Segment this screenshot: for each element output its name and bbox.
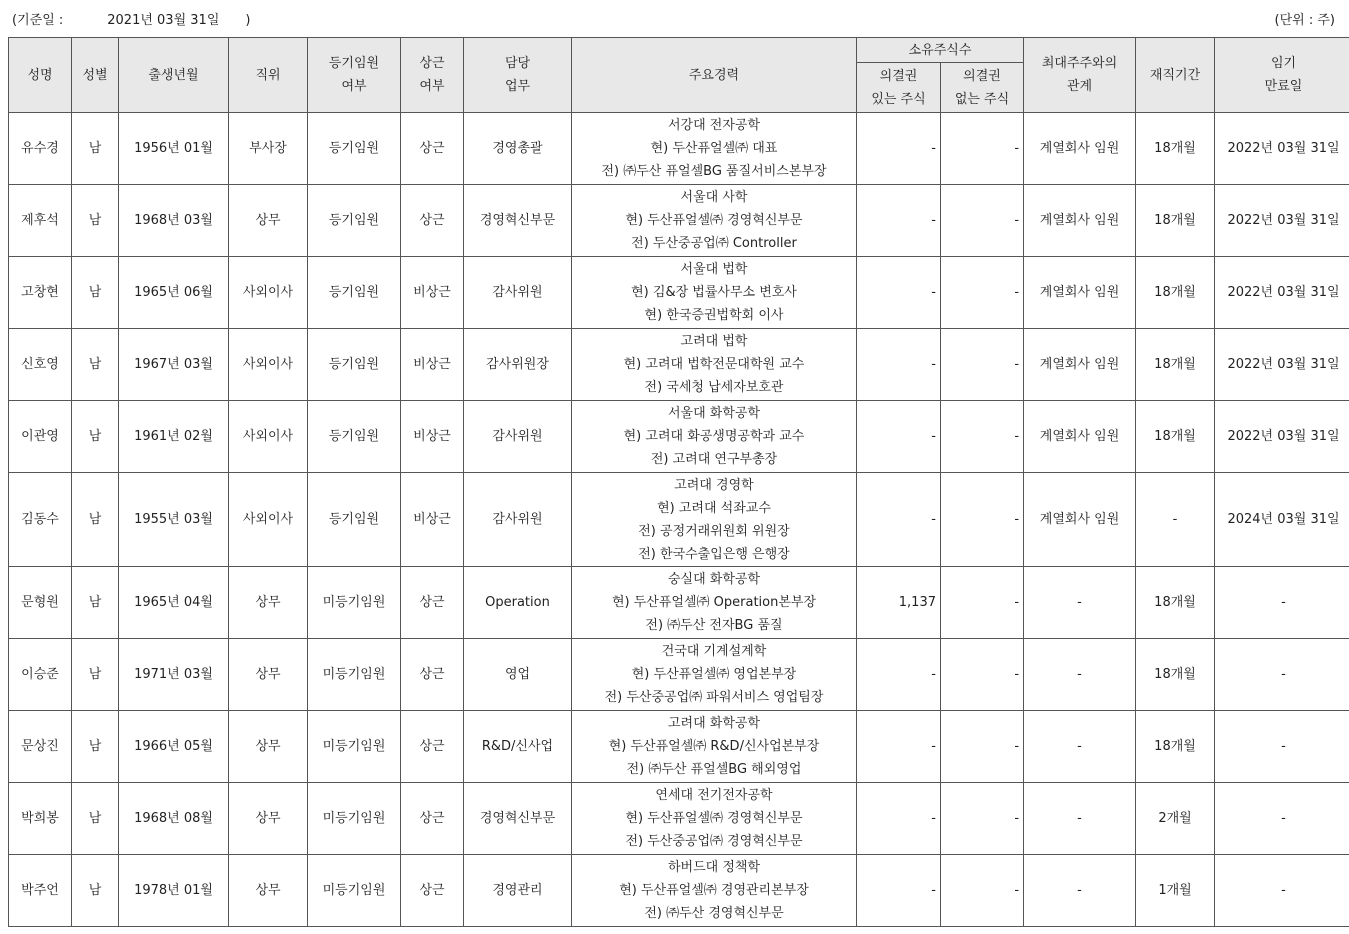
col-header-nonvoting-line2: 없는 주식 xyxy=(954,91,1010,107)
career-line: 현) 고려대 석좌교수 xyxy=(657,500,771,516)
cell-relation: - xyxy=(1024,639,1136,711)
cell-gender: 남 xyxy=(72,567,119,639)
cell-relation: 계열회사 임원 xyxy=(1024,401,1136,473)
table-row xyxy=(9,185,1349,257)
cell-registered: 등기임원 xyxy=(308,113,401,185)
reference-date-value: 2021년 03월 31일 xyxy=(107,13,220,28)
cell-tenure: 18개월 xyxy=(1136,185,1215,257)
cell-term-expiry: 2022년 03월 31일 xyxy=(1215,185,1349,257)
cell-voting-shares: - xyxy=(857,855,941,927)
career-line: 고려대 법학 xyxy=(680,334,748,349)
cell-registered: 등기임원 xyxy=(308,329,401,401)
cell-term-expiry: - xyxy=(1215,639,1349,711)
cell-duty: 경영혁신부문 xyxy=(464,783,572,855)
col-header-voting-line1: 의결권 xyxy=(879,68,918,84)
executives-table xyxy=(8,37,1349,927)
cell-career xyxy=(572,329,857,401)
cell-voting-shares: 1,137 xyxy=(857,567,941,639)
cell-voting-shares: - xyxy=(857,711,941,783)
cell-duty: 경영관리 xyxy=(464,855,572,927)
cell-name: 박희봉 xyxy=(9,783,72,855)
cell-nonvoting-shares: - xyxy=(941,401,1024,473)
col-header-nonvoting-line1: 의결권 xyxy=(963,68,1001,84)
cell-birth: 1968년 08월 xyxy=(119,783,229,855)
career-line: 전) ㈜두산 전자BG 품질 xyxy=(645,618,783,633)
cell-nonvoting-shares: - xyxy=(941,567,1024,639)
cell-duty: R&D/신사업 xyxy=(464,711,572,783)
cell-voting-shares: - xyxy=(857,639,941,711)
col-header-position: 직위 xyxy=(229,38,308,113)
career-line: 서울대 화학공학 xyxy=(667,406,761,421)
cell-birth: 1965년 06월 xyxy=(119,257,229,329)
cell-relation: - xyxy=(1024,567,1136,639)
cell-tenure: 18개월 xyxy=(1136,567,1215,639)
career-line: 전) ㈜두산 퓨얼셀BG 해외영업 xyxy=(626,762,802,777)
col-header-shares: 소유주식수 xyxy=(857,38,1024,63)
cell-position: 상무 xyxy=(229,567,308,639)
col-header-nonvoting xyxy=(941,63,1024,113)
cell-nonvoting-shares: - xyxy=(941,113,1024,185)
cell-voting-shares: - xyxy=(857,783,941,855)
career-line: 현) 두산퓨얼셀㈜ Operation본부장 xyxy=(611,595,817,610)
col-header-voting-line2: 있는 주식 xyxy=(871,91,926,107)
col-header-tenure: 재직기간 xyxy=(1136,38,1215,113)
cell-name: 신호영 xyxy=(9,329,72,401)
report-header xyxy=(0,0,1349,36)
career-line: 전) 두산중공업㈜ 파워서비스 영업팀장 xyxy=(604,690,824,705)
cell-registered: 미등기임원 xyxy=(308,567,401,639)
table-row xyxy=(9,329,1349,401)
career-line: 연세대 전기전자공학 xyxy=(655,788,773,803)
cell-fulltime: 비상근 xyxy=(401,257,464,329)
cell-voting-shares: - xyxy=(857,185,941,257)
cell-nonvoting-shares: - xyxy=(941,257,1024,329)
cell-position: 사외이사 xyxy=(229,473,308,567)
career-line: 현) 한국증권법학회 이사 xyxy=(644,308,784,323)
col-header-career: 주요경력 xyxy=(572,38,857,113)
cell-fulltime: 상근 xyxy=(401,113,464,185)
cell-name: 문상진 xyxy=(9,711,72,783)
cell-term-expiry: 2022년 03월 31일 xyxy=(1215,257,1349,329)
table-row xyxy=(9,855,1349,927)
cell-gender: 남 xyxy=(72,185,119,257)
cell-name: 이관영 xyxy=(9,401,72,473)
unit-label: (단위 : 주) xyxy=(1274,13,1335,28)
cell-career xyxy=(572,639,857,711)
cell-term-expiry: 2024년 03월 31일 xyxy=(1215,473,1349,567)
cell-position: 사외이사 xyxy=(229,401,308,473)
cell-fulltime: 상근 xyxy=(401,639,464,711)
cell-gender: 남 xyxy=(72,855,119,927)
cell-relation: - xyxy=(1024,855,1136,927)
cell-nonvoting-shares: - xyxy=(941,711,1024,783)
cell-career xyxy=(572,401,857,473)
col-header-name: 성명 xyxy=(9,38,72,113)
col-header-fulltime xyxy=(401,38,464,113)
cell-career xyxy=(572,783,857,855)
cell-registered: 미등기임원 xyxy=(308,783,401,855)
table-row xyxy=(9,257,1349,329)
cell-fulltime: 비상근 xyxy=(401,473,464,567)
career-line: 서울대 법학 xyxy=(680,262,748,277)
col-header-term-line1: 임기 xyxy=(1270,56,1297,71)
reference-date-label: (기준일 : xyxy=(12,13,64,28)
cell-birth: 1956년 01월 xyxy=(119,113,229,185)
cell-gender: 남 xyxy=(72,473,119,567)
cell-registered: 등기임원 xyxy=(308,185,401,257)
career-line: 현) 김&장 법률사무소 변호사 xyxy=(631,285,797,300)
cell-nonvoting-shares: - xyxy=(941,783,1024,855)
col-header-registered-line1: 등기임원 xyxy=(328,56,380,71)
col-header-registered-line2: 여부 xyxy=(341,79,367,94)
cell-position: 상무 xyxy=(229,855,308,927)
cell-duty: 감사위원 xyxy=(464,257,572,329)
cell-duty: 감사위원 xyxy=(464,473,572,567)
cell-relation: - xyxy=(1024,783,1136,855)
cell-voting-shares: - xyxy=(857,473,941,567)
cell-relation: 계열회사 임원 xyxy=(1024,185,1136,257)
table-row xyxy=(9,783,1349,855)
cell-fulltime: 상근 xyxy=(401,783,464,855)
table-row xyxy=(9,113,1349,185)
cell-voting-shares: - xyxy=(857,401,941,473)
cell-term-expiry: - xyxy=(1215,567,1349,639)
table-row xyxy=(9,639,1349,711)
cell-tenure: 18개월 xyxy=(1136,329,1215,401)
col-header-term xyxy=(1215,38,1349,113)
cell-tenure: 1개월 xyxy=(1136,855,1215,927)
cell-relation: 계열회사 임원 xyxy=(1024,257,1136,329)
col-header-voting xyxy=(857,63,941,113)
cell-nonvoting-shares: - xyxy=(941,855,1024,927)
cell-birth: 1955년 03월 xyxy=(119,473,229,567)
cell-tenure: 18개월 xyxy=(1136,711,1215,783)
cell-fulltime: 상근 xyxy=(401,711,464,783)
col-header-term-line2: 만료일 xyxy=(1264,79,1303,94)
cell-term-expiry: 2022년 03월 31일 xyxy=(1215,113,1349,185)
career-line: 전) ㈜두산 경영혁신부문 xyxy=(644,906,784,921)
cell-name: 문형원 xyxy=(9,567,72,639)
career-line: 전) 한국수출입은행 은행장 xyxy=(638,546,790,562)
cell-gender: 남 xyxy=(72,401,119,473)
cell-gender: 남 xyxy=(72,639,119,711)
career-line: 현) 고려대 법학전문대학원 교수 xyxy=(623,357,805,372)
cell-position: 사외이사 xyxy=(229,329,308,401)
cell-position: 부사장 xyxy=(229,113,308,185)
cell-position: 상무 xyxy=(229,185,308,257)
cell-birth: 1966년 05월 xyxy=(119,711,229,783)
cell-position: 상무 xyxy=(229,783,308,855)
career-line: 전) 국세청 납세자보호관 xyxy=(644,380,784,395)
cell-career xyxy=(572,113,857,185)
career-line: 현) 고려대 화공생명공학과 교수 xyxy=(623,429,805,444)
col-header-fulltime-line1: 상근 xyxy=(419,56,445,71)
cell-duty: 감사위원 xyxy=(464,401,572,473)
career-line: 현) 두산퓨얼셀㈜ 경영혁신부문 xyxy=(625,811,803,826)
cell-term-expiry: - xyxy=(1215,711,1349,783)
cell-birth: 1961년 02월 xyxy=(119,401,229,473)
cell-career xyxy=(572,855,857,927)
cell-duty: 경영혁신부문 xyxy=(464,185,572,257)
cell-name: 제후석 xyxy=(9,185,72,257)
table-row xyxy=(9,711,1349,783)
cell-voting-shares: - xyxy=(857,113,941,185)
col-header-duty-line1: 담당 xyxy=(504,56,531,71)
cell-career xyxy=(572,567,857,639)
career-line: 현) 두산퓨얼셀㈜ 경영혁신부문 xyxy=(625,213,803,228)
cell-career xyxy=(572,257,857,329)
career-line: 전) 고려대 연구부총장 xyxy=(650,452,778,467)
cell-voting-shares: - xyxy=(857,257,941,329)
cell-career xyxy=(572,711,857,783)
cell-relation: 계열회사 임원 xyxy=(1024,113,1136,185)
career-line: 숭실대 화학공학 xyxy=(667,572,761,587)
cell-career xyxy=(572,473,857,567)
cell-gender: 남 xyxy=(72,257,119,329)
cell-duty: Operation xyxy=(464,567,572,639)
career-line: 전) 두산중공업㈜ Controller xyxy=(631,236,797,251)
cell-tenure: 18개월 xyxy=(1136,401,1215,473)
col-header-relation xyxy=(1024,38,1136,113)
career-line: 현) 두산퓨얼셀㈜ 대표 xyxy=(650,141,778,156)
cell-nonvoting-shares: - xyxy=(941,329,1024,401)
cell-name: 유수경 xyxy=(9,113,72,185)
table-row xyxy=(9,567,1349,639)
career-line: 하버드대 정책학 xyxy=(667,860,761,875)
cell-gender: 남 xyxy=(72,783,119,855)
cell-term-expiry: 2022년 03월 31일 xyxy=(1215,401,1349,473)
col-header-gender: 성별 xyxy=(72,38,119,113)
cell-registered: 미등기임원 xyxy=(308,639,401,711)
reference-date-close: ) xyxy=(245,13,251,28)
career-line: 전) ㈜두산 퓨얼셀BG 품질서비스본부장 xyxy=(601,164,827,179)
cell-gender: 남 xyxy=(72,711,119,783)
reference-date xyxy=(12,9,250,28)
cell-birth: 1968년 03월 xyxy=(119,185,229,257)
cell-registered: 미등기임원 xyxy=(308,855,401,927)
cell-tenure: 18개월 xyxy=(1136,113,1215,185)
career-line: 서강대 전자공학 xyxy=(667,118,761,133)
col-header-duty-line2: 업무 xyxy=(504,79,531,94)
cell-term-expiry: - xyxy=(1215,855,1349,927)
cell-name: 박주언 xyxy=(9,855,72,927)
career-line: 고려대 화학공학 xyxy=(667,716,761,731)
cell-birth: 1971년 03월 xyxy=(119,639,229,711)
cell-tenure: 18개월 xyxy=(1136,257,1215,329)
cell-nonvoting-shares: - xyxy=(941,185,1024,257)
table-row xyxy=(9,473,1349,567)
career-line: 고려대 경영학 xyxy=(674,477,754,493)
cell-gender: 남 xyxy=(72,113,119,185)
cell-registered: 등기임원 xyxy=(308,473,401,567)
cell-birth: 1965년 04월 xyxy=(119,567,229,639)
cell-fulltime: 비상근 xyxy=(401,401,464,473)
cell-registered: 등기임원 xyxy=(308,257,401,329)
cell-nonvoting-shares: - xyxy=(941,473,1024,567)
cell-term-expiry: - xyxy=(1215,783,1349,855)
cell-birth: 1978년 01월 xyxy=(119,855,229,927)
career-line: 전) 두산중공업㈜ 경영혁신부문 xyxy=(625,834,803,849)
col-header-birth: 출생년월 xyxy=(119,38,229,113)
cell-tenure: - xyxy=(1136,473,1215,567)
cell-fulltime: 상근 xyxy=(401,855,464,927)
cell-term-expiry: 2022년 03월 31일 xyxy=(1215,329,1349,401)
col-header-relation-line2: 관계 xyxy=(1066,79,1093,94)
cell-tenure: 2개월 xyxy=(1136,783,1215,855)
cell-fulltime: 상근 xyxy=(401,185,464,257)
cell-career xyxy=(572,185,857,257)
cell-tenure: 18개월 xyxy=(1136,639,1215,711)
cell-fulltime: 상근 xyxy=(401,567,464,639)
cell-name: 고창현 xyxy=(9,257,72,329)
col-header-registered xyxy=(308,38,401,113)
table-row xyxy=(9,401,1349,473)
cell-position: 상무 xyxy=(229,639,308,711)
cell-duty: 영업 xyxy=(464,639,572,711)
cell-duty: 감사위원장 xyxy=(464,329,572,401)
career-line: 현) 두산퓨얼셀㈜ R&D/신사업본부장 xyxy=(608,739,820,754)
col-header-relation-line1: 최대주주와의 xyxy=(1041,56,1118,71)
cell-registered: 등기임원 xyxy=(308,401,401,473)
cell-position: 상무 xyxy=(229,711,308,783)
cell-birth: 1967년 03월 xyxy=(119,329,229,401)
cell-voting-shares: - xyxy=(857,329,941,401)
cell-relation: - xyxy=(1024,711,1136,783)
cell-relation: 계열회사 임원 xyxy=(1024,473,1136,567)
cell-relation: 계열회사 임원 xyxy=(1024,329,1136,401)
cell-position: 사외이사 xyxy=(229,257,308,329)
career-line: 건국대 기계설계학 xyxy=(661,644,767,659)
cell-duty: 경영총괄 xyxy=(464,113,572,185)
cell-name: 김동수 xyxy=(9,473,72,567)
col-header-duty xyxy=(464,38,572,113)
career-line: 현) 두산퓨얼셀㈜ 영업본부장 xyxy=(631,667,797,682)
career-line: 현) 두산퓨얼셀㈜ 경영관리본부장 xyxy=(619,883,809,898)
cell-fulltime: 비상근 xyxy=(401,329,464,401)
cell-name: 이승준 xyxy=(9,639,72,711)
career-line: 서울대 사학 xyxy=(680,190,748,205)
cell-nonvoting-shares: - xyxy=(941,639,1024,711)
cell-registered: 미등기임원 xyxy=(308,711,401,783)
col-header-fulltime-line2: 여부 xyxy=(419,79,445,94)
cell-gender: 남 xyxy=(72,329,119,401)
career-line: 전) 공정거래위원회 위원장 xyxy=(638,523,790,539)
